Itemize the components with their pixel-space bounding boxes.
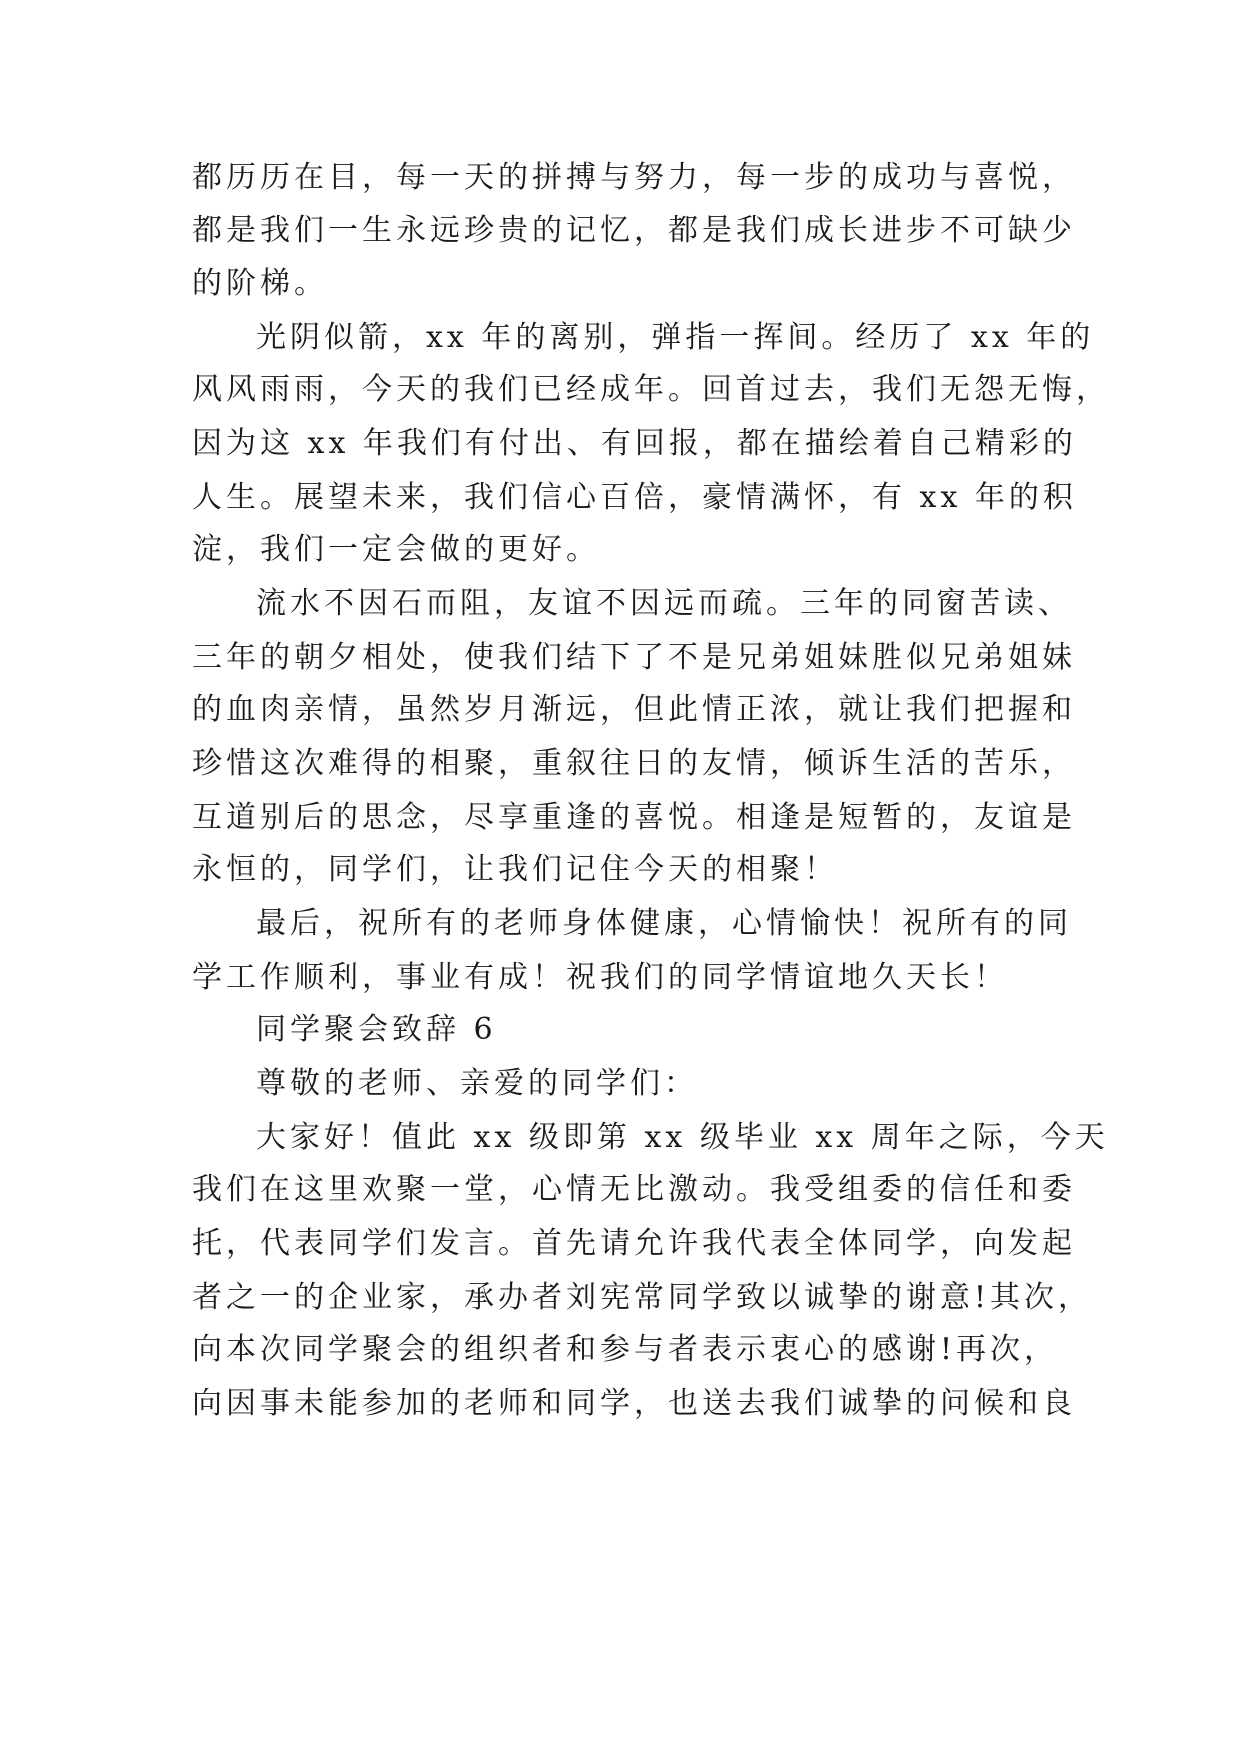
text-line: 人生。展望未来，我们信心百倍，豪情满怀，有 xx 年的积	[192, 480, 1077, 515]
text-line: 都是我们一生永远珍贵的记忆，都是我们成长进步不可缺少	[192, 213, 1076, 248]
text-line: 因为这 xx 年我们有付出、有回报，都在描绘着自己精彩的	[192, 426, 1077, 461]
text-line: 风风雨雨，今天的我们已经成年。回首过去，我们无怨无悔，	[192, 372, 1110, 407]
text-line: 学工作顺利，事业有成！祝我们的同学情谊地久天长！	[192, 960, 1008, 995]
text-line: 都历历在目，每一天的拼搏与努力，每一步的成功与喜悦，	[192, 160, 1076, 195]
text-line: 我们在这里欢聚一堂，心情无比激动。我受组委的信任和委	[192, 1172, 1076, 1207]
text-line: 向因事未能参加的老师和同学，也送去我们诚挚的问候和良	[192, 1386, 1076, 1421]
text-line: 永恒的，同学们，让我们记住今天的相聚！	[192, 852, 838, 887]
text-line: 的血肉亲情，虽然岁月渐远，但此情正浓，就让我们把握和	[192, 692, 1076, 727]
text-line: 大家好！值此 xx 级即第 xx 级毕业 xx 周年之际，今天	[256, 1120, 1109, 1155]
text-line: 的阶梯。	[192, 266, 328, 301]
text-line: 互道别后的思念，尽享重逢的喜悦。相逢是短暂的，友谊是	[192, 800, 1076, 835]
text-line: 淀，我们一定会做的更好。	[192, 532, 600, 567]
section-heading: 同学聚会致辞 6	[256, 1012, 497, 1047]
text-line: 光阴似箭，xx 年的离别，弹指一挥间。经历了 xx 年的	[256, 320, 1095, 355]
text-line: 珍惜这次难得的相聚，重叙往日的友情，倾诉生活的苦乐，	[192, 746, 1076, 781]
text-line: 流水不因石而阻，友谊不因远而疏。三年的同窗苦读、	[256, 586, 1072, 621]
salutation: 尊敬的老师、亲爱的同学们：	[256, 1066, 698, 1101]
text-line: 托，代表同学们发言。首先请允许我代表全体同学，向发起	[192, 1226, 1076, 1261]
text-line: 向本次同学聚会的组织者和参与者表示衷心的感谢!再次，	[192, 1332, 1059, 1367]
text-line: 最后，祝所有的老师身体健康，心情愉快！祝所有的同	[256, 906, 1072, 941]
text-line: 三年的朝夕相处，使我们结下了不是兄弟姐妹胜似兄弟姐妹	[192, 640, 1076, 675]
text-line: 者之一的企业家，承办者刘宪常同学致以诚挚的谢意!其次，	[192, 1280, 1093, 1315]
